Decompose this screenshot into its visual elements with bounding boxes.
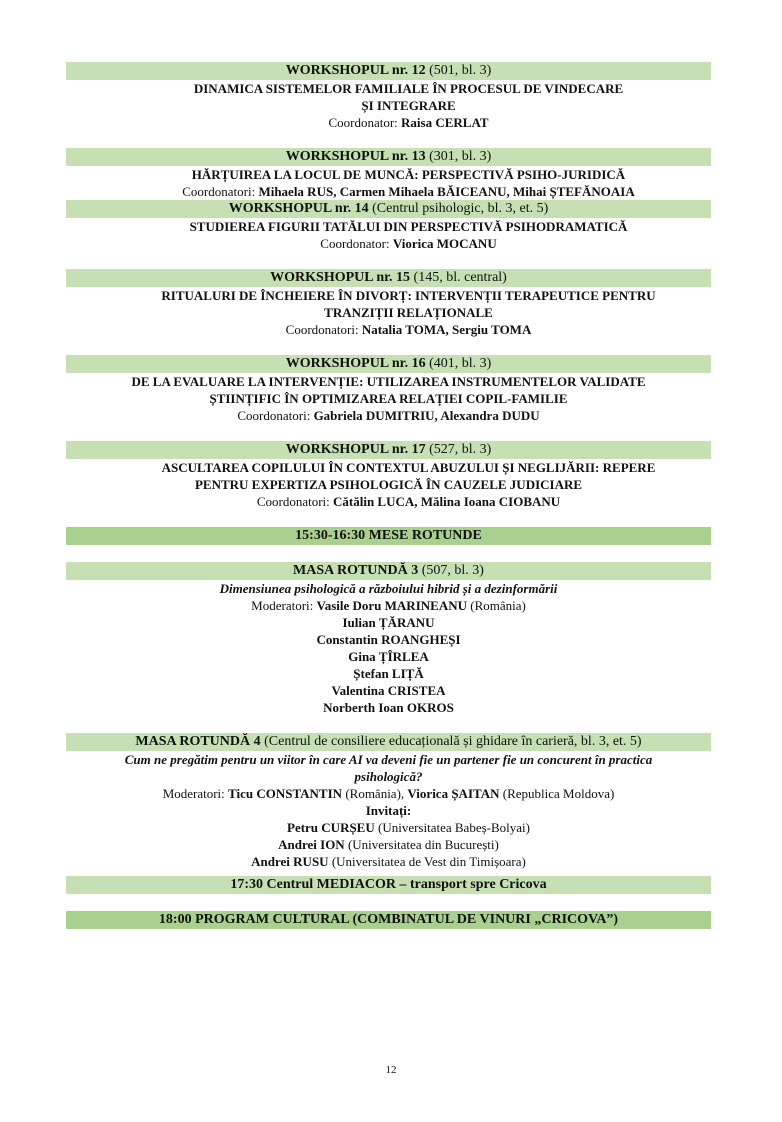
workshop-16-topic-line2: ȘTIINȚIFIC ÎN OPTIMIZAREA RELAȚIEI COPIL-FAMILIE bbox=[209, 391, 568, 406]
moderator-country: (România), bbox=[342, 786, 408, 801]
round-table-3-member: Valentina CRISTEA bbox=[331, 683, 446, 698]
moderator-country: (România) bbox=[466, 598, 526, 613]
coordinator-label: Coordonatori: bbox=[256, 494, 333, 509]
workshop-17-location: (527, bl. 3) bbox=[425, 442, 492, 457]
guest-name: Andrei RUSU bbox=[251, 854, 329, 869]
guest-institution: (Universitatea de Vest din Timișoara) bbox=[328, 854, 526, 869]
round-table-4-header bbox=[66, 733, 711, 751]
round-table-3-member: Iulian ȚĂRANU bbox=[342, 615, 435, 630]
moderator-name: Ticu CONSTANTIN bbox=[228, 786, 343, 801]
workshop-14-title: WORKSHOPUL nr. 14 bbox=[228, 201, 369, 216]
round-table-3-member: Norberth Ioan OKROS bbox=[323, 700, 454, 715]
moderator-name: Vasile Doru MARINEANU bbox=[316, 598, 467, 613]
workshop-13-topic: HĂRȚUIREA LA LOCUL DE MUNCĂ: PERSPECTIVĂ PSIHO-JURIDICĂ bbox=[191, 167, 626, 182]
round-table-4-location: (Centrul de consiliere educațională și ghidare în carieră, bl. 3, et. 5) bbox=[260, 734, 642, 749]
round-table-4-guest bbox=[66, 819, 711, 836]
program-page bbox=[66, 62, 711, 929]
moderator-label: Moderatori: bbox=[251, 598, 317, 613]
workshop-17-topic-line2: PENTRU EXPERTIZA PSIHOLOGICĂ ÎN CAUZELE JUDICIARE bbox=[194, 477, 583, 492]
round-table-4-subtitle-line2: psihologică? bbox=[354, 769, 423, 784]
coordinator-label: Coordonator: bbox=[328, 115, 402, 130]
workshop-15-topic-line1: RITUALURI DE ÎNCHEIERE ÎN DIVORȚ: INTERVENȚII TERAPEUTICE PENTRU bbox=[161, 288, 656, 303]
round-table-3-title: MASA ROTUNDĂ 3 bbox=[293, 563, 419, 578]
coordinator-label: Coordonatori: bbox=[285, 322, 362, 337]
transport-banner: 17:30 Centrul MEDIACOR – transport spre Cricova bbox=[66, 876, 711, 894]
coordinator-names: Natalia TOMA, Sergiu TOMA bbox=[361, 322, 532, 337]
round-table-3-member: Ștefan LIȚĂ bbox=[353, 666, 424, 681]
moderator-name: Viorica ȘAITAN bbox=[407, 786, 500, 801]
workshop-16-topic-line1: DE LA EVALUARE LA INTERVENȚIE: UTILIZAREA INSTRUMENTELOR VALIDATE bbox=[131, 374, 646, 389]
round-table-4-moderators bbox=[66, 785, 711, 802]
moderator-label: Moderatori: bbox=[162, 786, 229, 801]
workshop-12-topic-line2: ȘI INTEGRARE bbox=[361, 98, 456, 113]
round-table-3-subtitle: Dimensiunea psihologică a războiului hibrid și a dezinformării bbox=[219, 581, 558, 596]
round-table-4-title: MASA ROTUNDĂ 4 bbox=[135, 734, 261, 749]
workshop-15-location: (145, bl. central) bbox=[410, 270, 507, 285]
round-tables-section-header: 15:30-16:30 MESE ROTUNDE bbox=[66, 527, 711, 545]
workshop-16-coordinators bbox=[66, 407, 711, 424]
workshop-12-topic-line1: DINAMICA SISTEMELOR FAMILIALE ÎN PROCESUL DE VINDECARE bbox=[193, 81, 624, 96]
workshop-17-header bbox=[66, 441, 711, 459]
workshop-16-header bbox=[66, 355, 711, 373]
round-table-3-member: Constantin ROANGHEȘI bbox=[316, 632, 461, 647]
workshop-17-title: WORKSHOPUL nr. 17 bbox=[285, 442, 426, 457]
guest-institution: (Universitatea Babeș-Bolyai) bbox=[374, 820, 530, 835]
workshop-12-title: WORKSHOPUL nr. 12 bbox=[285, 63, 426, 78]
round-table-4-guest bbox=[66, 836, 711, 853]
coordinator-label: Coordonatori: bbox=[237, 408, 314, 423]
workshop-12-location: (501, bl. 3) bbox=[425, 63, 492, 78]
round-table-3-header bbox=[66, 562, 711, 580]
workshop-15-topic-line2: TRANZIȚII RELAȚIONALE bbox=[324, 305, 493, 320]
workshop-16-location: (401, bl. 3) bbox=[425, 356, 492, 371]
workshop-16-title: WORKSHOPUL nr. 16 bbox=[285, 356, 426, 371]
workshop-17-topic-line1: ASCULTAREA COPILULUI ÎN CONTEXTUL ABUZULUI ȘI NEGLIJĂRII: REPERE bbox=[161, 460, 656, 475]
workshop-15-coordinators bbox=[66, 321, 711, 338]
guest-name: Andrei ION bbox=[278, 837, 345, 852]
workshop-13-coordinators bbox=[66, 183, 711, 200]
coordinator-name: Viorica MOCANU bbox=[392, 236, 497, 251]
workshop-14-header bbox=[66, 200, 711, 218]
guest-institution: (Universitatea din București) bbox=[344, 837, 499, 852]
coordinator-names: Mihaela RUS, Carmen Mihaela BĂICEANU, Mihai ȘTEFĂNOAIA bbox=[258, 184, 635, 199]
round-table-3-moderator bbox=[66, 597, 711, 614]
round-table-3-location: (507, bl. 3) bbox=[418, 563, 484, 578]
workshop-12-header bbox=[66, 62, 711, 80]
workshop-13-location: (301, bl. 3) bbox=[425, 149, 492, 164]
workshop-15-header bbox=[66, 269, 711, 287]
round-table-4-guest bbox=[66, 853, 711, 870]
workshop-17-coordinators bbox=[66, 493, 711, 510]
workshop-13-title: WORKSHOPUL nr. 13 bbox=[285, 149, 426, 164]
workshop-12-coordinator bbox=[66, 114, 711, 131]
round-table-4-subtitle-line1: Cum ne pregătim pentru un viitor în care AI va deveni fie un partener fie un concurent în practica bbox=[124, 752, 653, 767]
coordinator-name: Raisa CERLAT bbox=[401, 115, 489, 130]
guest-name: Petru CURȘEU bbox=[287, 820, 375, 835]
coordinator-label: Coordonator: bbox=[320, 236, 393, 251]
round-table-3-member: Gina ȚÎRLEA bbox=[348, 649, 429, 664]
cultural-program-banner: 18:00 PROGRAM CULTURAL (COMBINATUL DE VINURI „CRICOVA”) bbox=[66, 911, 711, 929]
moderator-country: (Republica Moldova) bbox=[499, 786, 615, 801]
workshop-14-topic: STUDIEREA FIGURII TATĂLUI DIN PERSPECTIVĂ PSIHODRAMATICĂ bbox=[189, 219, 628, 234]
workshop-13-header bbox=[66, 148, 711, 166]
workshop-14-coordinator bbox=[66, 235, 711, 252]
workshop-15-title: WORKSHOPUL nr. 15 bbox=[270, 270, 411, 285]
page-number: 12 bbox=[385, 1064, 397, 1076]
coordinator-names: Cătălin LUCA, Mălina Ioana CIOBANU bbox=[333, 494, 561, 509]
round-table-4-invited-label: Invitați: bbox=[365, 803, 412, 818]
coordinator-names: Gabriela DUMITRIU, Alexandra DUDU bbox=[313, 408, 540, 423]
workshop-14-location: (Centrul psihologic, bl. 3, et. 5) bbox=[368, 201, 549, 216]
coordinator-label: Coordonatori: bbox=[182, 184, 259, 199]
